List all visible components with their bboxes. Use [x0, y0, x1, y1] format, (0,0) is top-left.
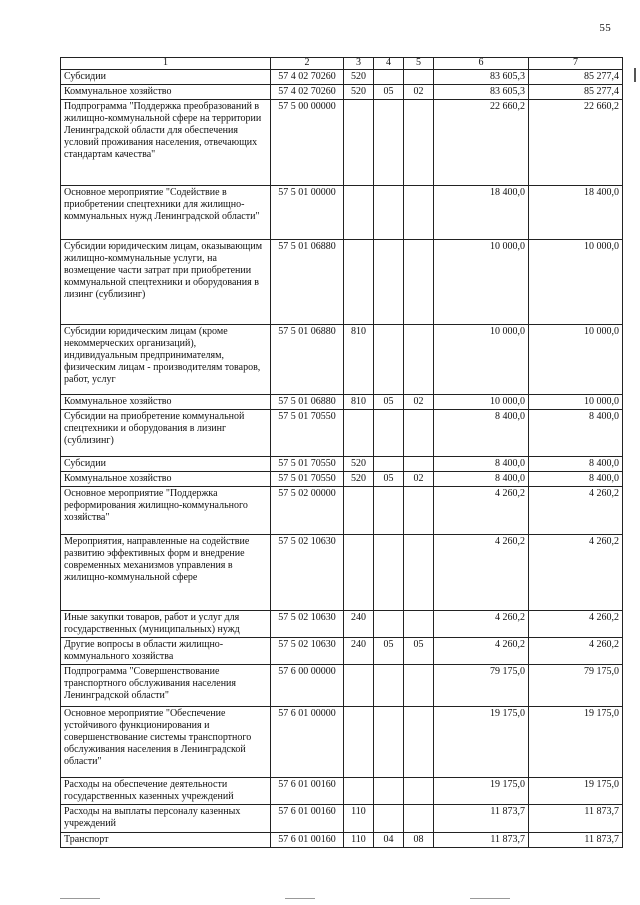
row-code-cell: 57 5 00 00000 [271, 100, 344, 186]
row-subsection-cell [404, 487, 434, 535]
table-row [61, 487, 623, 535]
row-amount-year1-cell: 4 260,2 [434, 535, 529, 611]
row-code-cell: 57 5 01 00000 [271, 186, 344, 240]
row-amount-year1-cell: 22 660,2 [434, 100, 529, 186]
row-amount-year2-cell: 11 873,7 [529, 833, 623, 848]
row-name-cell: Иные закупки товаров, работ и услуг для государственных (муниципальных) нужд [61, 611, 271, 638]
table-row [61, 240, 623, 325]
scan-bottom-mark [470, 898, 510, 899]
table-row [61, 778, 623, 805]
row-name-cell: Коммунальное хозяйство [61, 85, 271, 100]
row-section-cell [374, 186, 404, 240]
table-row [61, 100, 623, 186]
row-code-cell: 57 5 01 70550 [271, 472, 344, 487]
row-expense-type-cell: 240 [344, 611, 374, 638]
row-amount-year1-cell: 8 400,0 [434, 457, 529, 472]
row-amount-year1-cell: 11 873,7 [434, 805, 529, 833]
row-subsection-cell: 05 [404, 638, 434, 665]
table-row [61, 665, 623, 707]
row-amount-year1-cell: 83 605,3 [434, 70, 529, 85]
row-section-cell [374, 535, 404, 611]
row-name-cell: Подпрограмма "Совершенствование транспортного обслуживания населения Ленинградской области" [61, 665, 271, 707]
header-col-1: 1 [61, 58, 271, 70]
table-row [61, 457, 623, 472]
row-expense-type-cell [344, 186, 374, 240]
table-row [61, 186, 623, 240]
row-name-cell: Транспорт [61, 833, 271, 848]
row-code-cell: 57 5 01 06880 [271, 240, 344, 325]
row-code-cell: 57 5 02 10630 [271, 535, 344, 611]
header-col-7: 7 [529, 58, 623, 70]
row-code-cell: 57 5 02 10630 [271, 611, 344, 638]
table-row [61, 325, 623, 395]
row-code-cell: 57 4 02 70260 [271, 70, 344, 85]
row-expense-type-cell: 520 [344, 85, 374, 100]
table-row [61, 85, 623, 100]
row-section-cell [374, 665, 404, 707]
row-code-cell: 57 6 01 00000 [271, 707, 344, 778]
row-section-cell [374, 805, 404, 833]
row-subsection-cell [404, 457, 434, 472]
table-row [61, 410, 623, 457]
row-section-cell [374, 410, 404, 457]
row-amount-year2-cell: 10 000,0 [529, 325, 623, 395]
row-expense-type-cell: 110 [344, 833, 374, 848]
row-code-cell: 57 6 01 00160 [271, 778, 344, 805]
row-amount-year2-cell: 79 175,0 [529, 665, 623, 707]
row-subsection-cell [404, 665, 434, 707]
row-subsection-cell: 02 [404, 85, 434, 100]
row-section-cell [374, 778, 404, 805]
row-expense-type-cell: 520 [344, 472, 374, 487]
row-amount-year2-cell: 85 277,4 [529, 85, 623, 100]
row-amount-year1-cell: 83 605,3 [434, 85, 529, 100]
header-col-6: 6 [434, 58, 529, 70]
row-subsection-cell [404, 240, 434, 325]
row-amount-year2-cell: 18 400,0 [529, 186, 623, 240]
row-subsection-cell [404, 611, 434, 638]
row-section-cell [374, 457, 404, 472]
row-amount-year2-cell: 4 260,2 [529, 535, 623, 611]
table-row [61, 611, 623, 638]
header-col-5: 5 [404, 58, 434, 70]
row-section-cell [374, 707, 404, 778]
table-row [61, 70, 623, 85]
row-amount-year1-cell: 4 260,2 [434, 611, 529, 638]
row-expense-type-cell: 810 [344, 325, 374, 395]
row-subsection-cell: 02 [404, 472, 434, 487]
row-code-cell: 57 6 00 00000 [271, 665, 344, 707]
row-code-cell: 57 6 01 00160 [271, 805, 344, 833]
table-body [61, 70, 623, 848]
row-amount-year1-cell: 19 175,0 [434, 707, 529, 778]
row-amount-year2-cell: 8 400,0 [529, 457, 623, 472]
row-amount-year1-cell: 10 000,0 [434, 395, 529, 410]
table-header-row [61, 58, 623, 70]
row-subsection-cell [404, 805, 434, 833]
row-subsection-cell [404, 410, 434, 457]
row-expense-type-cell [344, 410, 374, 457]
row-expense-type-cell [344, 240, 374, 325]
row-expense-type-cell: 110 [344, 805, 374, 833]
row-amount-year2-cell: 19 175,0 [529, 707, 623, 778]
row-amount-year1-cell: 4 260,2 [434, 638, 529, 665]
row-subsection-cell [404, 325, 434, 395]
row-expense-type-cell [344, 535, 374, 611]
table-row [61, 395, 623, 410]
page-number: 55 [599, 22, 611, 34]
row-expense-type-cell [344, 100, 374, 186]
row-amount-year1-cell: 4 260,2 [434, 487, 529, 535]
row-amount-year2-cell: 8 400,0 [529, 410, 623, 457]
row-amount-year1-cell: 11 873,7 [434, 833, 529, 848]
row-amount-year2-cell: 4 260,2 [529, 611, 623, 638]
row-name-cell: Субсидии [61, 457, 271, 472]
row-section-cell: 05 [374, 395, 404, 410]
row-section-cell: 04 [374, 833, 404, 848]
row-expense-type-cell: 520 [344, 70, 374, 85]
table-row [61, 638, 623, 665]
row-amount-year2-cell: 19 175,0 [529, 778, 623, 805]
row-amount-year2-cell: 4 260,2 [529, 638, 623, 665]
row-name-cell: Коммунальное хозяйство [61, 472, 271, 487]
row-amount-year1-cell: 8 400,0 [434, 410, 529, 457]
row-amount-year1-cell: 79 175,0 [434, 665, 529, 707]
row-expense-type-cell [344, 778, 374, 805]
header-col-4: 4 [374, 58, 404, 70]
row-subsection-cell [404, 535, 434, 611]
row-code-cell: 57 6 01 00160 [271, 833, 344, 848]
row-section-cell: 05 [374, 85, 404, 100]
table-row [61, 833, 623, 848]
row-subsection-cell: 02 [404, 395, 434, 410]
row-name-cell: Субсидии [61, 70, 271, 85]
row-subsection-cell [404, 778, 434, 805]
table-row [61, 805, 623, 833]
row-subsection-cell [404, 70, 434, 85]
row-name-cell: Основное мероприятие "Содействие в приобретении спецтехники для жилищно-коммунальных нужд Ленинградской области" [61, 186, 271, 240]
row-amount-year1-cell: 10 000,0 [434, 325, 529, 395]
row-expense-type-cell: 810 [344, 395, 374, 410]
row-code-cell: 57 5 01 06880 [271, 395, 344, 410]
row-name-cell: Основное мероприятие "Обеспечение устойчивого функционирования и совершенствование системы транспортного обслуживания населения в Ленинградской области" [61, 707, 271, 778]
row-name-cell: Мероприятия, направленные на содействие развитию эффективных форм и внедрение современных механизмов управления в жилищно-коммунальной сфере [61, 535, 271, 611]
row-amount-year1-cell: 19 175,0 [434, 778, 529, 805]
row-name-cell: Субсидии на приобретение коммунальной спецтехники и оборудования в лизинг (сублизинг) [61, 410, 271, 457]
row-section-cell [374, 325, 404, 395]
row-name-cell: Субсидии юридическим лицам (кроме некоммерческих организаций), индивидуальным предпринимателям, физическим лицам - производителям товаров, работ, услуг [61, 325, 271, 395]
row-subsection-cell [404, 707, 434, 778]
row-subsection-cell: 08 [404, 833, 434, 848]
row-name-cell: Расходы на выплаты персоналу казенных учреждений [61, 805, 271, 833]
row-code-cell: 57 5 01 06880 [271, 325, 344, 395]
row-code-cell: 57 5 01 70550 [271, 457, 344, 472]
row-name-cell: Другие вопросы в области жилищно-коммунального хозяйства [61, 638, 271, 665]
row-amount-year2-cell: 8 400,0 [529, 472, 623, 487]
header-col-2: 2 [271, 58, 344, 70]
header-col-3: 3 [344, 58, 374, 70]
row-section-cell [374, 487, 404, 535]
row-section-cell [374, 70, 404, 85]
row-code-cell: 57 5 01 70550 [271, 410, 344, 457]
table-row [61, 535, 623, 611]
row-expense-type-cell [344, 487, 374, 535]
row-name-cell: Коммунальное хозяйство [61, 395, 271, 410]
row-code-cell: 57 5 02 00000 [271, 487, 344, 535]
scan-bottom-mark [60, 898, 100, 899]
row-section-cell [374, 611, 404, 638]
row-amount-year1-cell: 10 000,0 [434, 240, 529, 325]
row-name-cell: Основное мероприятие "Поддержка реформирования жилищно-коммунального хозяйства" [61, 487, 271, 535]
scan-bottom-mark [285, 898, 315, 899]
row-section-cell [374, 240, 404, 325]
row-name-cell: Субсидии юридическим лицам, оказывающим жилищно-коммунальные услуги, на возмещение части затрат при приобретении коммунальной спецтехники и оборудования в лизинг (сублизинг) [61, 240, 271, 325]
row-amount-year1-cell: 8 400,0 [434, 472, 529, 487]
row-amount-year2-cell: 11 873,7 [529, 805, 623, 833]
row-name-cell: Расходы на обеспечение деятельности государственных казенных учреждений [61, 778, 271, 805]
row-subsection-cell [404, 186, 434, 240]
row-code-cell: 57 5 02 10630 [271, 638, 344, 665]
row-name-cell: Подпрограмма "Поддержка преобразований в жилищно-коммунальной сфере на территории Ленинградской области для обеспечения условий проживания населения, отвечающих стандартам качества" [61, 100, 271, 186]
row-code-cell: 57 4 02 70260 [271, 85, 344, 100]
table-row [61, 472, 623, 487]
scan-edge-mark [634, 68, 636, 82]
table-row [61, 707, 623, 778]
row-amount-year2-cell: 4 260,2 [529, 487, 623, 535]
row-amount-year2-cell: 10 000,0 [529, 395, 623, 410]
row-expense-type-cell: 520 [344, 457, 374, 472]
row-amount-year1-cell: 18 400,0 [434, 186, 529, 240]
row-section-cell [374, 100, 404, 186]
row-section-cell: 05 [374, 638, 404, 665]
row-expense-type-cell [344, 665, 374, 707]
row-section-cell: 05 [374, 472, 404, 487]
row-amount-year2-cell: 22 660,2 [529, 100, 623, 186]
row-amount-year2-cell: 85 277,4 [529, 70, 623, 85]
row-subsection-cell [404, 100, 434, 186]
row-amount-year2-cell: 10 000,0 [529, 240, 623, 325]
row-expense-type-cell [344, 707, 374, 778]
budget-table [60, 57, 623, 848]
row-expense-type-cell: 240 [344, 638, 374, 665]
